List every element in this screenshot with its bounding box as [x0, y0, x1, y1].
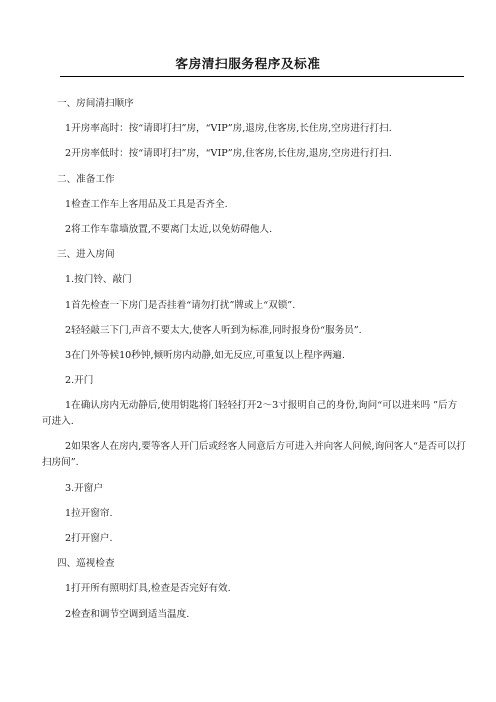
- subsection-heading: 3.开窗户: [65, 482, 103, 494]
- section-heading: 四、巡视检查: [57, 558, 115, 570]
- list-item: 1首先检查一下房门是否挂着“请勿打扰”牌或上“双锁”.: [65, 299, 296, 311]
- subsection-heading: 2.开门: [65, 375, 94, 387]
- header-rule: [60, 76, 464, 77]
- section-heading: 三、进入房间: [57, 249, 115, 261]
- document-body: [42, 96, 466, 632]
- section-heading: 一、房间清扫顺序: [57, 98, 134, 109]
- list-item: 2开房率低时：按“请即打扫”房，“VIP”房,住客房,长住房,退房,空房进行打扫.: [65, 148, 392, 160]
- list-item: 1检查工作车上客用品及工具是否齐全.: [65, 198, 228, 210]
- document-title: 客房清扫服务程序及标准: [175, 56, 321, 71]
- list-item: 1拉开窗帘.: [65, 507, 113, 519]
- list-item: 2轻轻敲三下门,声音不要太大,使客人听到为标准,同时报身份“服务员”.: [65, 324, 362, 336]
- list-item: 2打开窗户.: [65, 533, 113, 544]
- list-item: 2将工作车靠墙放置,不要离门太近,以免妨碍他人.: [65, 223, 273, 235]
- list-item: 1在确认房内无动静后,使用钥匙将门轻轻打开2～3寸报明自己的身份,询问“可以进来吗 ”后方可进入.: [42, 400, 458, 428]
- list-item: 1开房率高时：按“请即打扫”房，“VIP”房,退房,住客房,长住房,空房进行打扫.: [65, 123, 392, 135]
- list-item: 1打开所有照明灯具,检查是否完好有效.: [65, 583, 231, 595]
- list-item: 3在门外等候10秒钟,倾听房内动静,如无反应,可重复以上程序两遍.: [65, 349, 345, 361]
- list-item: 2如果客人在房内,要等客人开门后或经客人同意后方可进入并向客人问候,询问客人“是否可以打扫房间”.: [42, 441, 466, 469]
- list-item: 2检查和调节空调到适当温度.: [65, 608, 190, 620]
- section-heading: 二、准备工作: [57, 173, 115, 185]
- subsection-heading: 1.按门铃、敲门: [65, 274, 132, 286]
